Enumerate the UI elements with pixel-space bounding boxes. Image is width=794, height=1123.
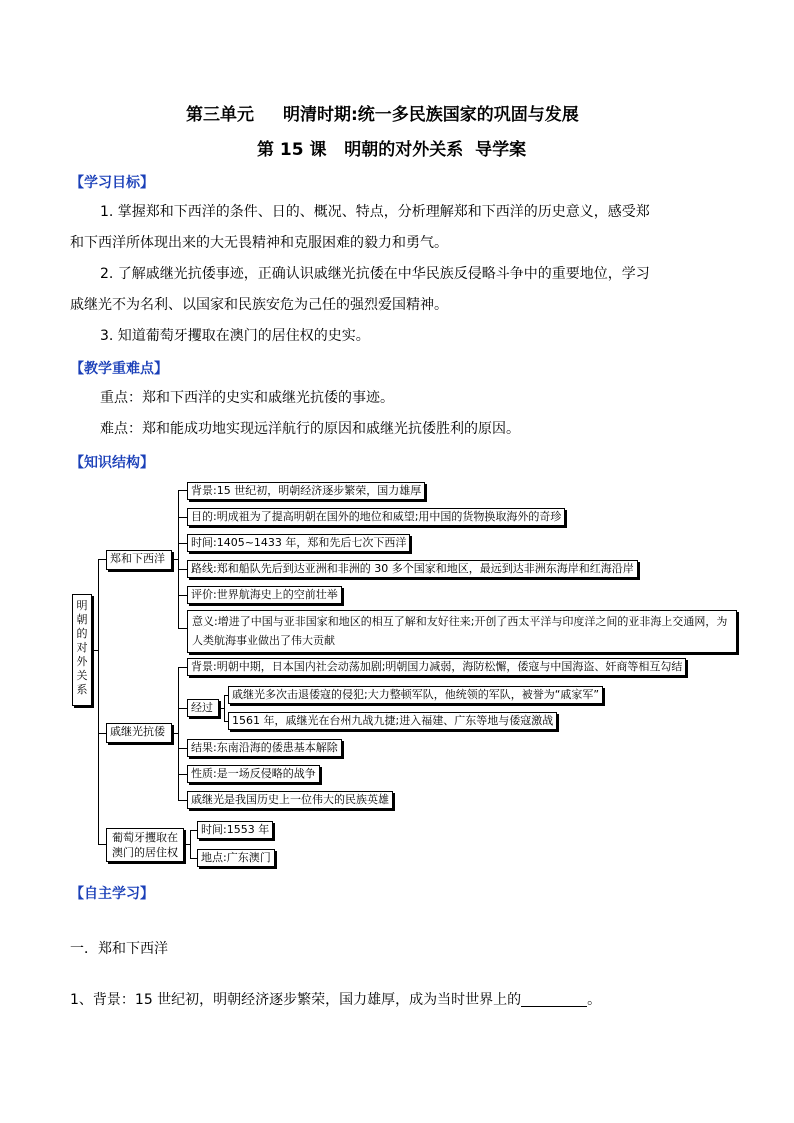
branch-bg2 — [178, 667, 187, 668]
branch-time1 — [178, 543, 187, 544]
key-point-focus: 重点：郑和下西洋的史实和戚继光抗倭的事迹。 — [100, 390, 394, 406]
connector-root-trunk — [98, 559, 99, 844]
question-1-text: 1、背景：15 世纪初，明朝经济逐步繁荣，国力雄厚，成为当时世界上的 — [70, 992, 522, 1008]
branch-result — [178, 748, 187, 749]
node-zhenghe-label: 郑和下西洋 — [110, 552, 165, 565]
node-qijiguang-label: 戚继光抗倭 — [110, 725, 165, 738]
leaf-zhenghe-significance — [187, 610, 737, 653]
connector-root-out — [93, 650, 99, 651]
leaf-zhenghe-route — [187, 560, 638, 578]
leaf-macau-time-text: 时间:1553 年 — [201, 823, 270, 836]
branch-hero — [178, 800, 187, 801]
leaf-qijiguang-background-text: 背景:明朝中期，日本国内社会动荡加剧;明朝国力减弱，海防松懈，倭寇与中国海盗、奸商等相互勾结 — [191, 660, 683, 673]
leaf-zhenghe-evaluation — [187, 586, 342, 604]
leaf-qijiguang-hero-text: 戚继光是我国历史上一位伟大的民族英雄 — [191, 793, 389, 806]
leaf-zhenghe-time-text: 时间:1405~1433 年，郑和先后七次下西洋 — [191, 536, 407, 549]
question-1-end: 。 — [587, 992, 602, 1008]
leaf-zhenghe-evaluation-text: 评价:世界航海史上的空前壮举 — [191, 588, 338, 601]
connector-process-out — [219, 708, 225, 709]
connector-qijiguang-out — [172, 733, 179, 734]
leaf-qijiguang-nature-text: 性质:是一场反侵略的战争 — [191, 767, 316, 780]
root-node — [72, 594, 92, 706]
branch-bg1 — [178, 490, 187, 491]
leaf-zhenghe-significance-text: 意义:增进了中国与亚非国家和地区的相互了解和友好往来;开创了西太平洋与印度洋之间的亚非海上交通网，为人类航海事业做出了伟大贡献 — [192, 615, 728, 647]
objective-3: 3. 知道葡萄牙攫取在澳门的居住权的史实。 — [100, 328, 370, 344]
root-node-label: 明朝的对外关系 — [76, 599, 88, 696]
branch-evaluation — [178, 595, 187, 596]
objective-1-line-2: 和下西洋所体现出来的大无畏精神和克服困难的毅力和勇气。 — [70, 235, 448, 251]
unit-subtitle: 明清时期:统一多民族国家的巩固与发展 — [283, 105, 579, 125]
objective-2-line-1: 2. 了解戚继光抗倭事迹，正确认识戚继光抗倭在中华民族反侵略斗争中的重要地位，学习 — [100, 266, 650, 282]
key-point-difficulty: 难点：郑和能成功地实现远洋航行的原因和戚继光抗倭胜利的原因。 — [100, 421, 520, 437]
leaf-qijiguang-process-text: 经过 — [191, 701, 213, 714]
branch-macau-place — [190, 858, 197, 859]
leaf-qijiguang-process — [187, 699, 219, 717]
self-study-section-1: 一．郑和下西洋 — [70, 941, 168, 957]
node-qijiguang — [106, 723, 172, 743]
lesson-title: 第 15 课 明朝的对外关系 导学案 — [257, 140, 527, 160]
leaf-qijiguang-result — [187, 739, 342, 757]
leaf-zhenghe-purpose — [187, 508, 565, 526]
connector-to-macau — [98, 844, 106, 845]
objective-1-line-1: 1. 掌握郑和下西洋的条件、日的、概况、特点，分析理解郑和下西洋的历史意义，感受郑 — [100, 204, 650, 220]
leaf-qijiguang-hero — [187, 791, 393, 809]
connector-macau-out — [184, 844, 191, 845]
branch-purpose — [178, 517, 187, 518]
leaf-qijiguang-process-1-text: 戚继光多次击退倭寇的侵犯;大力整顿军队，他统领的军队，被誉为“戚家军” — [232, 688, 600, 701]
branch-nature — [178, 774, 187, 775]
leaf-qijiguang-result-text: 结果:东南沿海的倭患基本解除 — [191, 741, 338, 754]
leaf-zhenghe-purpose-text: 目的:明成祖为了提高明朝在国外的地位和威望;用中国的货物换取海外的奇珍 — [191, 510, 562, 523]
structure-heading: 【知识结构】 — [70, 455, 154, 471]
leaf-qijiguang-process-2 — [228, 712, 557, 730]
question-1-blank[interactable] — [521, 992, 587, 1007]
branch-significance — [178, 628, 187, 629]
objective-2-line-2: 戚继光不为名利、以国家和民族安危为己任的强烈爱国精神。 — [70, 297, 448, 313]
connector-to-qijiguang — [98, 733, 106, 734]
leaf-qijiguang-process-2-text: 1561 年，戚继光在台州九战九捷;进入福建、广东等地与倭寇激战 — [232, 714, 554, 727]
leaf-macau-place — [197, 849, 275, 867]
key-points-heading: 【教学重难点】 — [70, 361, 168, 377]
leaf-qijiguang-process-1 — [228, 686, 603, 704]
connector-to-zhenghe — [98, 559, 106, 560]
leaf-zhenghe-background — [187, 482, 425, 500]
self-study-heading: 【自主学习】 — [70, 886, 154, 902]
unit-title: 第三单元 — [186, 105, 254, 125]
leaf-qijiguang-nature — [187, 765, 320, 783]
connector-zhenghe-out — [172, 559, 179, 560]
leaf-zhenghe-time — [187, 534, 410, 552]
branch-route — [178, 569, 187, 570]
leaf-zhenghe-route-text: 路线:郑和船队先后到达亚洲和非洲的 30 多个国家和地区，最远到达非洲东海岸和红海沿岸 — [191, 562, 634, 575]
branch-macau-time — [190, 830, 197, 831]
branch-process — [178, 708, 187, 709]
question-1 — [70, 992, 601, 1007]
leaf-qijiguang-background — [187, 658, 686, 676]
node-zhenghe — [106, 550, 172, 570]
leaf-zhenghe-background-text: 背景:15 世纪初，明朝经济逐步繁荣，国力雄厚 — [191, 484, 422, 497]
leaf-macau-time — [197, 821, 273, 839]
node-macau — [106, 828, 184, 862]
node-macau-label: 葡萄牙攫取在澳门的居住权 — [112, 831, 178, 859]
objectives-heading: 【学习目标】 — [70, 175, 154, 191]
leaf-macau-place-text: 地点:广东澳门 — [201, 851, 271, 864]
